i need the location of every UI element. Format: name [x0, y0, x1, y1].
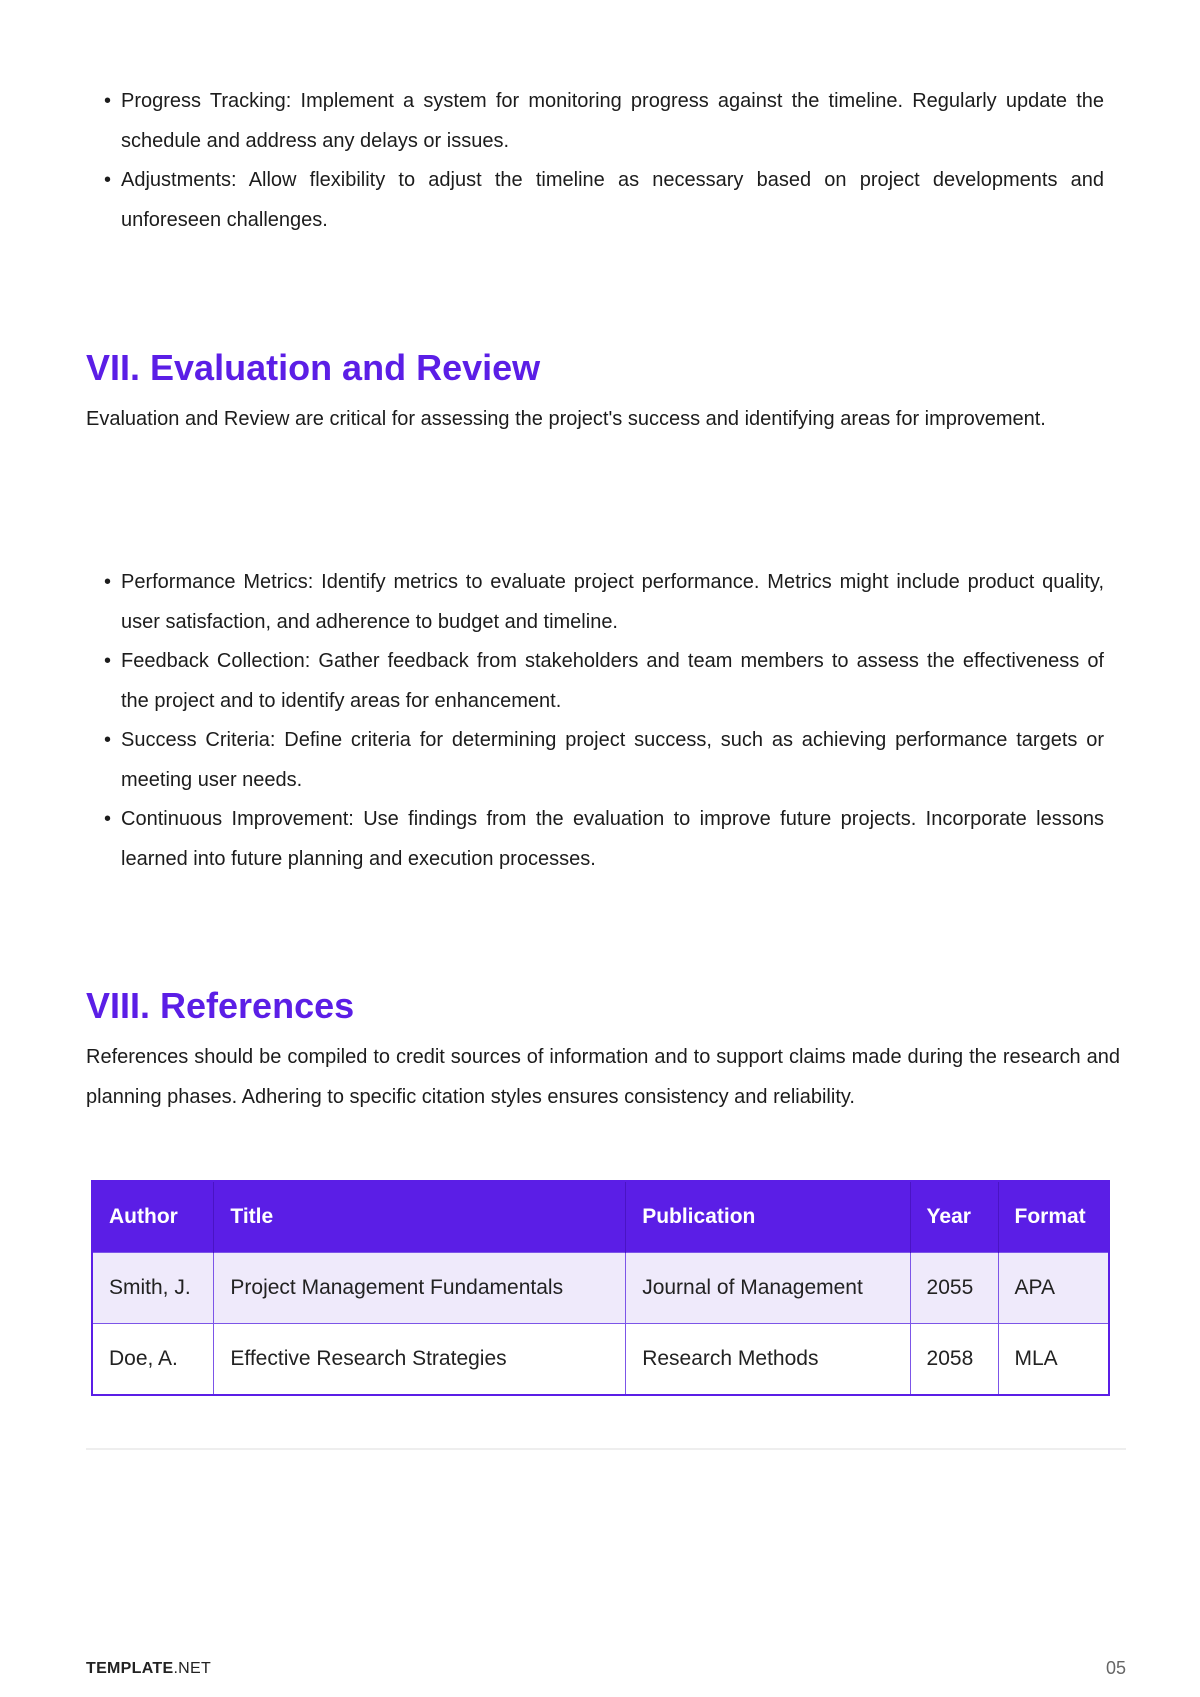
list-item: • Performance Metrics: Identify metrics to evaluate project performance. Metrics might include product quality, user satisfaction, and adherence to budget and timeline.: [104, 563, 1104, 642]
top-bullet-list: [86, 82, 1104, 240]
table-row: [92, 1324, 1109, 1396]
column-header: Title: [214, 1181, 626, 1253]
table-cell: Smith, J.: [92, 1253, 214, 1324]
table-cell: 2058: [910, 1324, 998, 1396]
table-cell: 2055: [910, 1253, 998, 1324]
evaluation-bullet-block: [86, 563, 1120, 879]
brand-name: TEMPLATE: [86, 1660, 174, 1677]
divider: [86, 1448, 1126, 1450]
section-evaluation: [86, 346, 1120, 440]
column-header: Author: [92, 1181, 214, 1253]
list-item: • Progress Tracking: Implement a system for monitoring progress against the timeline. Regularly update the schedule and address any delays or issues.: [104, 82, 1104, 161]
references-table: [91, 1180, 1110, 1396]
table-cell: Project Management Fundamentals: [214, 1253, 626, 1324]
table-cell: Effective Research Strategies: [214, 1324, 626, 1396]
page-number: 05: [1105, 1658, 1126, 1678]
list-item: • Continuous Improvement: Use findings from the evaluation to improve future projects. Incorporate lessons learned into future planning and execution processes.: [104, 800, 1104, 879]
table-cell: Journal of Management: [626, 1253, 910, 1324]
evaluation-bullet-list: [86, 563, 1104, 879]
table-header-row: [92, 1181, 1109, 1253]
table-row: [92, 1253, 1109, 1324]
table-cell: Research Methods: [626, 1324, 910, 1396]
section-references: [86, 984, 1120, 1117]
brand-logo: [86, 1660, 211, 1678]
section-title: VII. Evaluation and Review: [86, 347, 541, 388]
list-item: • Feedback Collection: Gather feedback from stakeholders and team members to assess the effectiveness of the project and to identify areas for enhancement.: [104, 642, 1104, 721]
brand-suffix: .NET: [173, 1660, 212, 1677]
column-header: Publication: [626, 1181, 910, 1253]
section-intro: Evaluation and Review are critical for assessing the project's success and identifying areas for improvement.: [86, 408, 1046, 430]
section-intro: References should be compiled to credit sources of information and to support claims made during the research and planning phases. Adhering to specific citation styles ensures consistency and reliability.: [86, 1046, 1120, 1108]
table-cell: Doe, A.: [92, 1324, 214, 1396]
table-cell: MLA: [998, 1324, 1109, 1396]
section-title: VIII. References: [86, 985, 355, 1026]
list-item: • Adjustments: Allow flexibility to adjust the timeline as necessary based on project developments and unforeseen challenges.: [104, 161, 1104, 240]
references-table-wrap: [91, 1180, 1125, 1396]
list-item: • Success Criteria: Define criteria for determining project success, such as achieving performance targets or meeting user needs.: [104, 721, 1104, 800]
column-header: Format: [998, 1181, 1109, 1253]
top-bullet-block: [86, 82, 1120, 240]
table-cell: APA: [998, 1253, 1109, 1324]
column-header: Year: [910, 1181, 998, 1253]
